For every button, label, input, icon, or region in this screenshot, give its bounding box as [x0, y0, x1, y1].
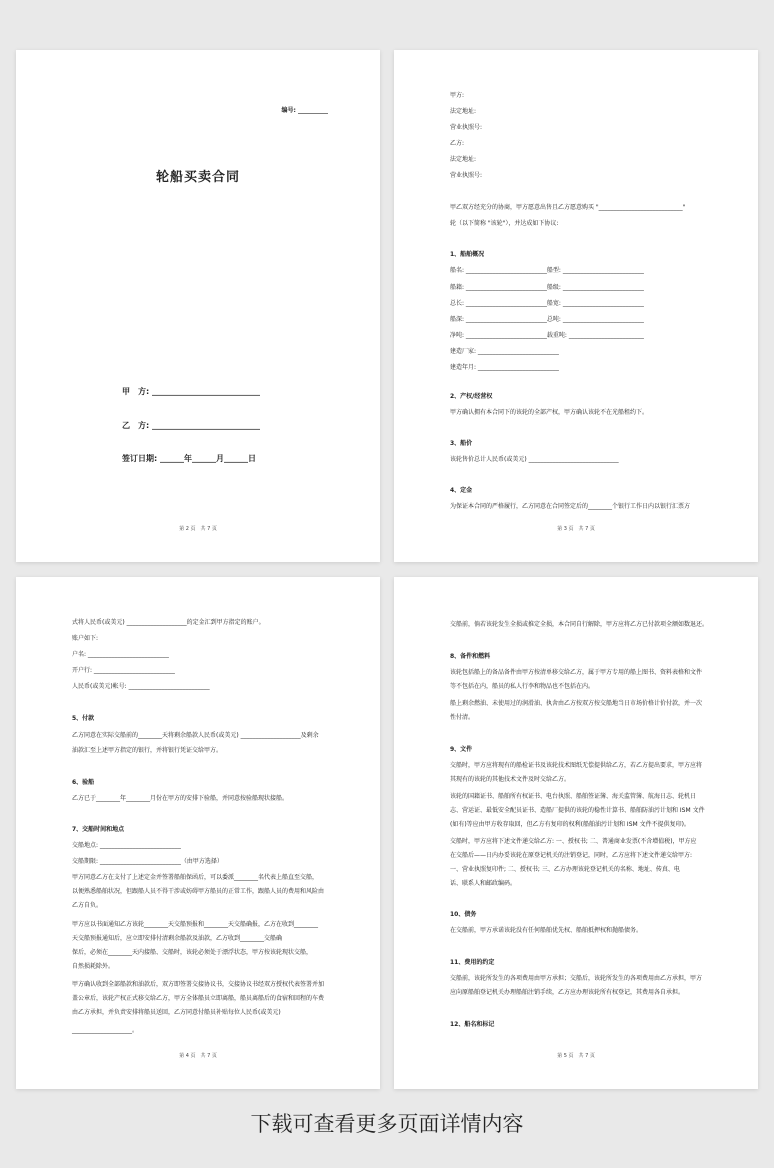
page-number: 第 2 页 共 7 页	[179, 526, 217, 532]
party-line: 营业执照号:	[450, 124, 483, 131]
paragraph-line: 应向原船舶登记机关办理船舶注销手续，乙方应办理该轮所有权登记，其费用各自承担。	[450, 989, 685, 996]
section-text: 油款汇至上述甲方指定的银行，并将银行凭证交给甲方。	[72, 747, 223, 754]
spec-line: 建造厂家: ___________________________	[450, 348, 559, 355]
paragraph-line: 盖公章后，该轮产权正式移交给乙方，甲方全体船员立即离船，船员离船后的食宿和回程的车费	[72, 995, 325, 1002]
paragraph-line: 船上剩余燃油、未使用过的润滑油、执舍由乙方按双方按交船地当日市场价格计价付款，并一次	[450, 700, 703, 707]
paragraph-line: 乙方自负。	[72, 902, 103, 909]
section-heading: 9、文件	[450, 746, 473, 753]
paragraph-line: 该轮的国籍证书、船舶所有权证书、电台执照、船舶签证簿、海关监管簿、航海日志、轮机日	[450, 793, 697, 800]
paragraph-line: 交船时，甲方应将下述文件递交给乙方: 一、授权书; 二、普通商业发票(不含增值税)，甲方应	[450, 838, 697, 845]
page-number: 第 4 页 共 7 页	[179, 1053, 217, 1059]
text-line: 户名: ___________________________	[72, 651, 169, 658]
section-heading: 7、交船时间和地点	[72, 826, 125, 833]
paragraph-line: 甲方确认收到全部船款和油款后，双方即签署交接协议书，交接协议书经双方授权代表签署并加	[72, 981, 325, 988]
page-parties	[394, 50, 758, 562]
section-heading: 12、船名和标记	[450, 1021, 495, 1028]
section-text: 交船地点: ___________________________	[72, 842, 181, 849]
section-heading: 5、付款	[72, 715, 95, 722]
party-a-line: 甲 方: ___________________________	[122, 387, 260, 396]
party-line: 营业执照号:	[450, 172, 483, 179]
page-documents	[394, 577, 758, 1089]
paragraph-line: 甲方应以书面通知乙方该轮________天交船预报和________天交船确报，乙方在收到________	[72, 921, 319, 928]
spec-line: 船籍: ___________________________船级: ___________________________	[450, 284, 644, 291]
party-line: 法定地址:	[450, 108, 477, 115]
page-cover	[16, 50, 380, 562]
spec-line: 建造年月: ___________________________	[450, 364, 559, 371]
spec-line: 船深: ___________________________总吨: ___________________________	[450, 316, 644, 323]
paragraph-line: 在交船后——日内办妥该轮在原登记机关的注销登记，同时，乙方应将下述文件递交给甲方:	[450, 852, 693, 859]
section-text: 乙方同意在实际交船前的________天将剩余船款人民币(或美元) ____________________及剩余	[72, 732, 319, 739]
section-heading: 1、船舶概况	[450, 251, 485, 258]
paragraph-line: 以便熟悉船舶状况，但跟船人员不得干涉或妨碍甲方船员的正常工作，跟船人员的费用和风险由	[72, 888, 325, 895]
paragraph-line: 性付清。	[450, 714, 475, 721]
paragraph-line: 天交船预报通知后，应立即安排付清剩余船款及油款，乙方收到________交船确	[72, 935, 283, 942]
paragraph-line: 志、营运证、最低安全配员证书、造船厂提供的该轮的稳性计算书、船舶防油污计划和 ISM 文件	[450, 807, 705, 814]
text-line: 账户如下:	[72, 635, 99, 642]
page-number: 第 3 页 共 7 页	[557, 526, 595, 532]
page-payment	[16, 577, 380, 1089]
spec-line: 船名: ___________________________船型: ___________________________	[450, 267, 644, 274]
section-text: 为保证本合同的严格履行，乙方同意在合同签定后的________个银行工作日内以银行汇票方	[450, 503, 691, 510]
paragraph-line: 由乙方承担，并负责安排将船员送回，乙方同意付船员补贴每位人民币(或美元)	[72, 1009, 281, 1016]
paragraph-line: 话、联系人和邮政编码。	[450, 880, 517, 887]
paragraph-line: 甲方同意乙方在支付了上述定金并签署船舶保函后，可以委派________名代表上船直至交船，	[72, 874, 319, 881]
text-line: 开户行: ___________________________	[72, 667, 175, 674]
party-line: 法定地址:	[450, 156, 477, 163]
text-line: 人民币(或美元)帐号: ___________________________	[72, 683, 210, 690]
section-text: 在交船前，甲方承诺该轮没有任何船舶优先权、船舶抵押权和抛船债务。	[450, 927, 643, 934]
page-number: 第 5 页 共 7 页	[557, 1053, 595, 1059]
party-line: 乙方:	[450, 140, 465, 147]
paragraph-line: 一、营业执照复印件; 二、授权书; 三、乙方办理该轮登记机关的名称、地址、传真、电	[450, 866, 680, 873]
section-heading: 8、备件和燃料	[450, 653, 491, 660]
contract-number: 编号: __________	[281, 107, 328, 114]
section-heading: 4、定金	[450, 487, 473, 494]
spec-line: 净吨: ___________________________载重吨: _________________________	[450, 332, 644, 339]
paragraph-line: 该轮包括船上的备品备件由甲方按清单移交给乙方，属于甲方专用的船上图书、资料表格和文件	[450, 669, 703, 676]
text-line: 式将人民币(或美元) ____________________的定金汇到甲方指定的账户。	[72, 619, 265, 626]
paragraph-line: (如有)等应由甲方收存取回，但乙方有复印的权利(船舶油污计划和 ISM 文件不提供复印)。	[450, 821, 690, 828]
sign-date-line: 签订日期: ______年______月______日	[122, 454, 256, 463]
section-heading: 11、费用的约定	[450, 959, 495, 966]
section-text: 乙方已于________年________月份在甲方的安排下验船，并同意按验船现状接船。	[72, 795, 289, 802]
paragraph-line: 等不包括在内，船员的私人行李和物品也不包括在内。	[450, 683, 595, 690]
intro-text: 甲乙双方经充分的协商，甲方愿意出售且乙方愿意购买 "____________________________"	[450, 204, 686, 211]
section-text: 甲方确认拥有本合同下的该轮的全部产权，甲方确认该轮不在光船租约下。	[450, 409, 649, 416]
section-heading: 3、船价	[450, 440, 473, 447]
download-more-caption: 下载可查看更多页面详情内容	[250, 1112, 524, 1136]
paragraph-line: 交船前，倘若该轮发生全损或推定全损，本合同自行解除，甲方应将乙方已付款项全额如数退还。	[450, 621, 709, 628]
section-text: 交船期限: ___________________________（由甲方选择）	[72, 858, 223, 865]
paragraph-line: 保后，必须在________天内接船、交船时，该轮必须处于漂浮状态，甲方按该轮现状交船，	[72, 949, 313, 956]
paragraph-line: 其现有的该轮的其他技术文件及时交给乙方。	[450, 776, 571, 783]
party-b-line: 乙 方: ___________________________	[122, 421, 260, 430]
section-heading: 6、验船	[72, 779, 95, 786]
section-heading: 2、产权/经营权	[450, 393, 493, 400]
party-line: 甲方:	[450, 92, 465, 99]
paragraph-line: 交船前，该轮所发生的各项费用由甲方承担；交船后，该轮所发生的各项费用由乙方承担，甲方	[450, 975, 703, 982]
intro-text: 轮（以下简称 "该轮"），并达成如下协议:	[450, 220, 559, 227]
contract-title: 轮船买卖合同	[155, 170, 240, 185]
section-heading: 10、债务	[450, 911, 477, 918]
paragraph-line: 自然损耗除外。	[72, 963, 115, 970]
spec-line: 总长: ___________________________船宽: ___________________________	[450, 300, 644, 307]
paragraph-line: 交船时，甲方应将现有的船检证书及该轮技术图纸无偿提供给乙方，若乙方提出要求，甲方应将	[450, 762, 703, 769]
section-text: 该轮售价总计人民币(或美元) ______________________________	[450, 456, 619, 463]
paragraph-line: ____________________。	[72, 1027, 139, 1034]
